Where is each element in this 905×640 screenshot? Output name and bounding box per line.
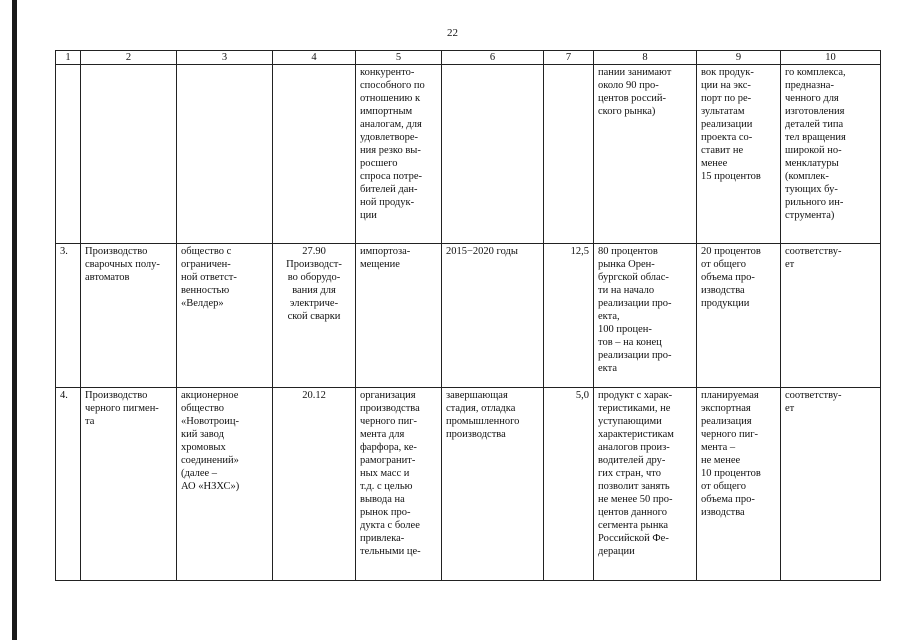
column-header: 10 [781, 51, 881, 65]
cell-company [177, 65, 273, 244]
cell-period: завершающая стадия, отладка промышленного производства [442, 388, 544, 581]
table-row [56, 65, 881, 244]
column-header: 3 [177, 51, 273, 65]
cell-okved: 27.90 Производст- во оборудо- вания для электриче- ской сварки [273, 244, 356, 388]
cell-goal: организация производства черного пиг- мента для фарфора, ке- рамогранит- ных масс и т.д. с целью вывода на рынок про- дукта с более привлека- тельными це- [356, 388, 442, 581]
column-header: 2 [81, 51, 177, 65]
table-row [56, 244, 881, 388]
cell-market-share: пании занимают около 90 про- центов россий- ского рынка) [594, 65, 697, 244]
column-header: 5 [356, 51, 442, 65]
table-row [56, 388, 881, 581]
column-header: 8 [594, 51, 697, 65]
table-header-row [56, 51, 881, 65]
cell-amount [544, 65, 594, 244]
cell-okved [273, 65, 356, 244]
column-header: 7 [544, 51, 594, 65]
cell-amount: 12,5 [544, 244, 594, 388]
cell-number [56, 65, 81, 244]
column-header: 4 [273, 51, 356, 65]
column-header: 6 [442, 51, 544, 65]
cell-compliance: го комплекса, предназна- ченного для изготовления деталей типа тел вращения широкой но- менклатуры (комплек- тующих бу- рильного ин- струмента) [781, 65, 881, 244]
cell-export: планируемая экспортная реализация черного пиг- мента – не менее 10 процентов от общего объема про- изводства [697, 388, 781, 581]
cell-project [81, 65, 177, 244]
cell-compliance: соответству- ет [781, 388, 881, 581]
scan-edge [12, 0, 17, 640]
cell-export: 20 процентов от общего объема про- изводства продукции [697, 244, 781, 388]
cell-number: 3. [56, 244, 81, 388]
cell-number: 4. [56, 388, 81, 581]
page-number: 22 [447, 27, 458, 39]
cell-goal: импортоза- мещение [356, 244, 442, 388]
cell-period: 2015−2020 годы [442, 244, 544, 388]
cell-period [442, 65, 544, 244]
cell-market-share: продукт с харак- теристиками, не уступающими характеристикам аналогов произ- водителей дру- гих стран, что позволит занять не менее 50 про- центов данного сегмента рынка Российской Фе- дерации [594, 388, 697, 581]
cell-company: общество с ограничен- ной ответст- венностью «Велдер» [177, 244, 273, 388]
cell-project: Производство сварочных полу- автоматов [81, 244, 177, 388]
column-header: 9 [697, 51, 781, 65]
cell-export: вок продук- ции на экс- порт по ре- зультатам реализации проекта со- ставит не менее 15 процентов [697, 65, 781, 244]
cell-goal: конкуренто- способного по отношению к импортным аналогам, для удовлетворе- ния резко вы- росшего спроса потре- бителей дан- ной продук- ции [356, 65, 442, 244]
cell-market-share: 80 процентов рынка Орен- бургской облас- ти на начало реализации про- екта, 100 процен- тов – на конец реализации про- екта [594, 244, 697, 388]
column-header: 1 [56, 51, 81, 65]
cell-project: Производство черного пигмен- та [81, 388, 177, 581]
cell-company: акционерное общество «Новотроиц- кий завод хромовых соединений» (далее – АО «НЗХС») [177, 388, 273, 581]
cell-okved: 20.12 [273, 388, 356, 581]
cell-compliance: соответству- ет [781, 244, 881, 388]
cell-amount: 5,0 [544, 388, 594, 581]
registry-table [55, 50, 881, 581]
